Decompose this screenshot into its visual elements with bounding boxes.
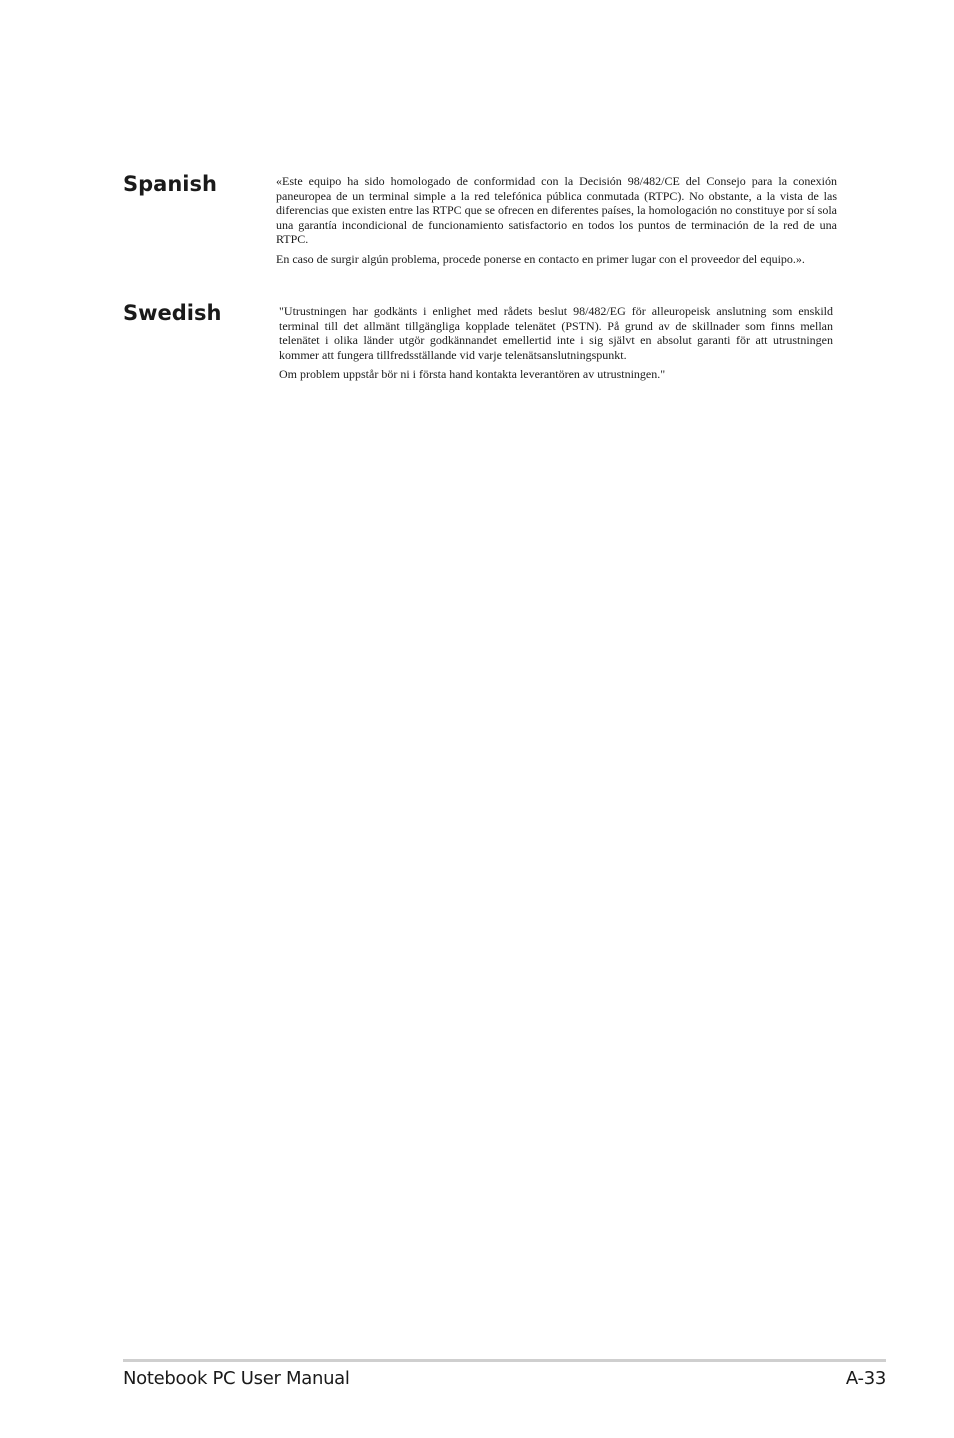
- paragraph: "Utrustningen har godkänts i enlighet med rådets beslut 98/482/EG för alleuropeisk anslutning som enskild terminal till det allmänt tillgängliga kopplade telenätet (PSTN). På grund av de skillnader som finns mellan telenätet i olika länder utgör godkännandet emellertid inte i sig självt en absolut garanti för att utrustningen kommer att fungera tillfredsställande vid varje telenätsanslutningspunkt.: [279, 304, 833, 362]
- section-heading-spanish: Spanish: [123, 172, 217, 196]
- section-heading-swedish: Swedish: [123, 301, 222, 325]
- footer-divider: [123, 1359, 886, 1362]
- paragraph: Om problem uppstår bör ni i första hand kontakta leverantören av utrustningen.": [279, 367, 666, 381]
- section-body-spanish: [276, 174, 837, 271]
- footer-manual-title: Notebook PC User Manual: [123, 1368, 350, 1389]
- section-body-swedish: [279, 304, 833, 387]
- paragraph: En caso de surgir algún problema, procede ponerse en contacto en primer lugar con el proveedor del equipo.».: [276, 251, 805, 266]
- paragraph: «Este equipo ha sido homologado de conformidad con la Decisión 98/482/CE del Consejo para la conexión paneuropea de un terminal simple a la red telefónica pública conmutada (RTPC). No obstante, a la vista de las diferencias que existen entre las RTPC que se ofrecen en diferentes países, la homologación no constituye por sí sola una garantía incondicional de funcionamiento satisfactorio en todos los puntos de terminación de la red de una RTPC.: [276, 174, 837, 246]
- page-number: A-33: [845, 1368, 886, 1389]
